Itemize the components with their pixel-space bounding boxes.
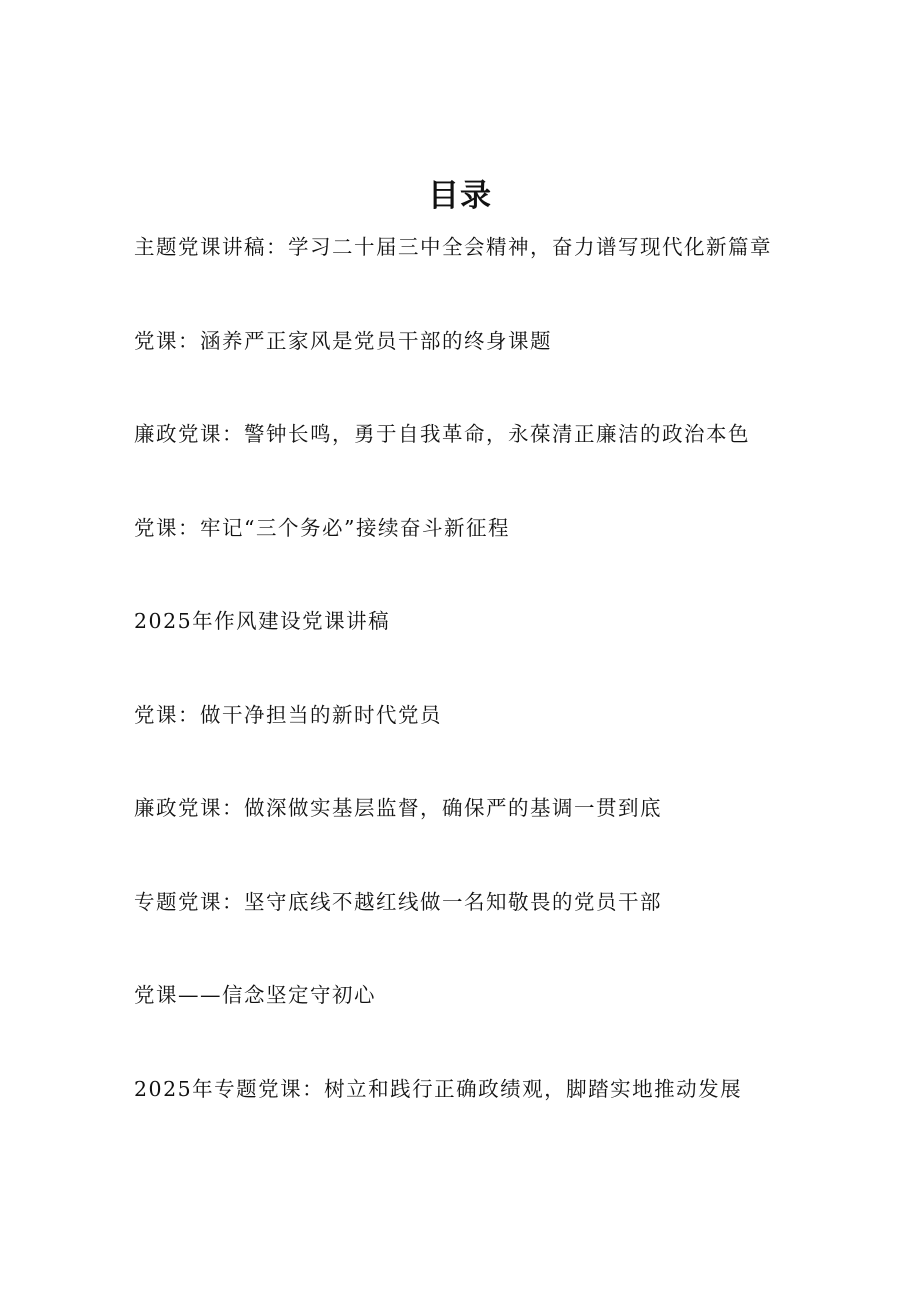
- table-of-contents: [134, 230, 854, 1165]
- toc-item-2[interactable]: [134, 324, 854, 418]
- toc-item-label: 廉政党课：做深做实基层监督，确保严的基调一贯到底: [134, 796, 662, 820]
- toc-item-label: 专题党课：坚守底线不越红线做一名知敬畏的党员干部: [134, 889, 662, 914]
- toc-item-label: 党课：牢记“三个务必”接续奋斗新征程: [134, 515, 510, 540]
- toc-item-label: 廉政党课：警钟长鸣，勇于自我革命，永葆清正廉洁的政治本色: [134, 422, 750, 446]
- toc-item-4[interactable]: [134, 511, 854, 605]
- toc-item-label: 2025年专题党课：树立和践行正确政绩观，脚踏实地推动发展: [134, 1076, 743, 1101]
- toc-item-label: 党课：涵养严正家风是党员干部的终身课题: [134, 328, 552, 353]
- toc-item-1[interactable]: [134, 230, 854, 324]
- toc-item-5[interactable]: [134, 604, 854, 698]
- toc-item-label: 党课：做干净担当的新时代党员: [134, 702, 442, 727]
- toc-item-9[interactable]: [134, 978, 854, 1072]
- toc-item-6[interactable]: [134, 698, 854, 792]
- toc-item-10[interactable]: [134, 1072, 854, 1166]
- toc-item-8[interactable]: [134, 885, 854, 979]
- toc-item-label: 2025年作风建设党课讲稿: [134, 609, 391, 633]
- toc-item-7[interactable]: [134, 791, 854, 885]
- page-title: 目录: [428, 178, 492, 214]
- toc-item-label: 主题党课讲稿：学习二十届三中全会精神，奋力谱写现代化新篇章: [134, 235, 772, 259]
- toc-item-label: 党课——信念坚定守初心: [134, 983, 376, 1007]
- toc-item-3[interactable]: [134, 417, 854, 511]
